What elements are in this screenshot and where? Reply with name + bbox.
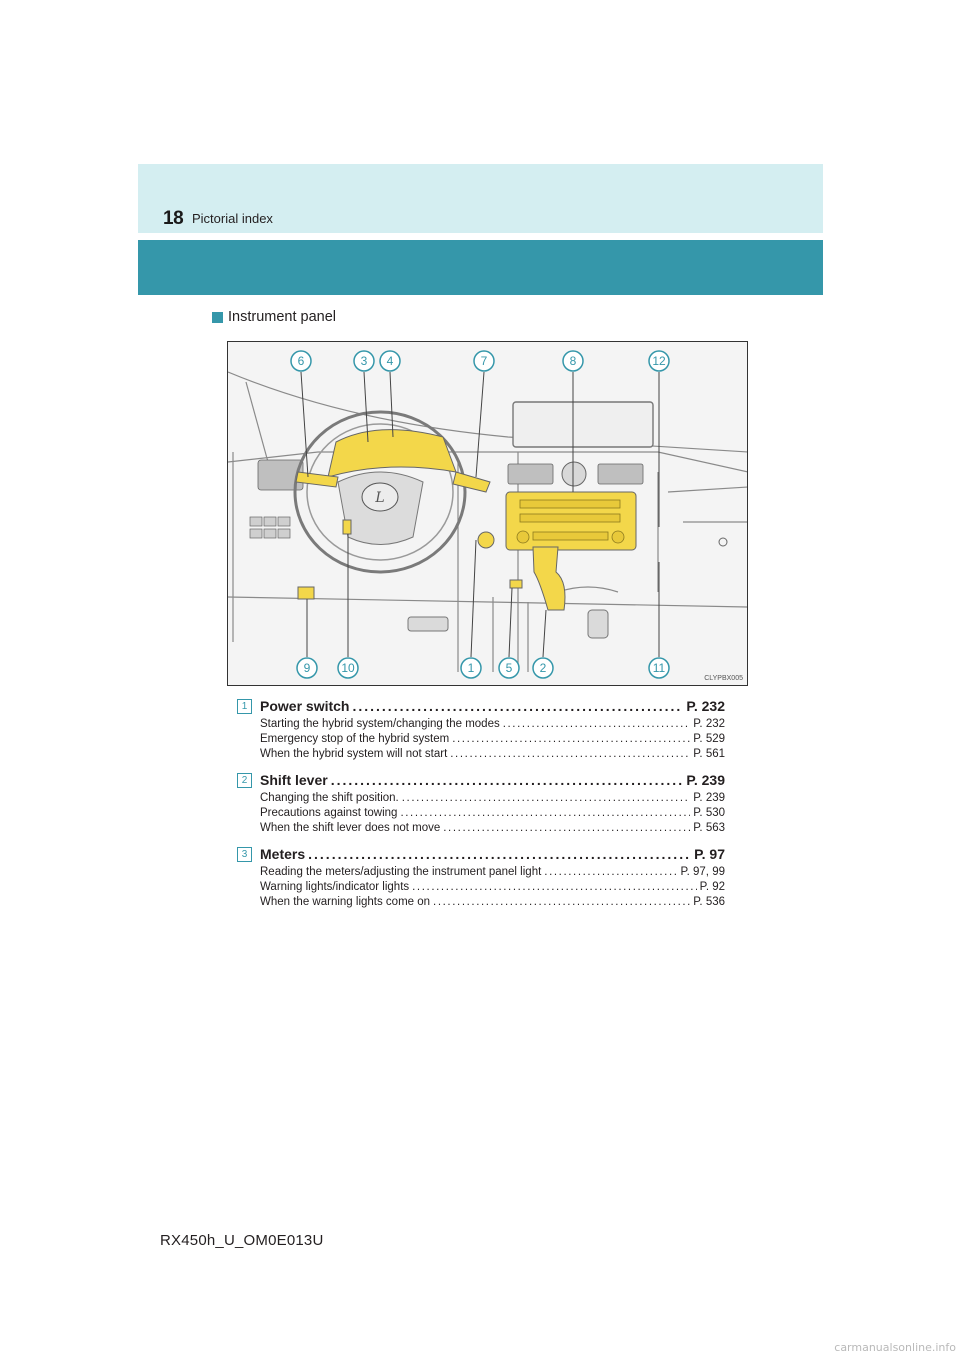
- callout-7: 7: [480, 354, 488, 368]
- entry-title-row[interactable]: [260, 698, 725, 717]
- sub-entry-page: P. 529: [693, 733, 725, 745]
- sub-entry-text: Starting the hybrid system/changing the modes: [260, 718, 500, 730]
- sub-entry-page: P. 97, 99: [680, 866, 725, 878]
- sub-entry-text: When the hybrid system will not start: [260, 748, 448, 760]
- leader-dots: [503, 717, 691, 732]
- sub-entry[interactable]: [260, 732, 725, 747]
- sub-entry[interactable]: [260, 717, 725, 732]
- leader-dots: [308, 846, 691, 862]
- sub-entry-page: P. 239: [693, 792, 725, 804]
- callout-9: 9: [303, 661, 311, 675]
- sub-entry-page: P. 92: [699, 881, 725, 893]
- leader-dots: [452, 732, 690, 747]
- entry-page-ref: P. 239: [686, 772, 725, 788]
- document-code: RX450h_U_OM0E013U: [160, 1232, 324, 1249]
- sub-entry-page: P. 561: [693, 748, 725, 760]
- sub-entry-text: When the shift lever does not move: [260, 822, 441, 834]
- callout-11: 11: [652, 661, 666, 675]
- sub-entry[interactable]: [260, 747, 725, 762]
- leader-dots: [544, 865, 677, 880]
- sub-entry-page: P. 536: [693, 896, 725, 908]
- leader-dots: [400, 806, 690, 821]
- entry-title: Meters: [260, 846, 306, 862]
- entry-title: Power switch: [260, 698, 350, 714]
- leader-dots: [443, 821, 690, 836]
- sub-entry[interactable]: [260, 895, 725, 910]
- sub-entry-text: Reading the meters/adjusting the instrument panel light: [260, 866, 542, 878]
- dashboard-drawing: [228, 342, 748, 686]
- callout-3: 3: [360, 354, 368, 368]
- entry-title: Shift lever: [260, 772, 328, 788]
- entry-number-badge: 3: [237, 847, 252, 862]
- watermark: carmanualsonline.info: [834, 1341, 956, 1354]
- leader-dots: [412, 880, 696, 895]
- index-entry: [237, 698, 725, 762]
- instrument-panel-illustration: [227, 341, 748, 686]
- page-number: 18: [163, 208, 184, 229]
- sub-entry-page: P. 530: [693, 807, 725, 819]
- figure-code: CLYPBX005: [704, 675, 743, 682]
- square-bullet-icon: [212, 312, 223, 323]
- leader-dots: [331, 772, 684, 788]
- leader-dots: [352, 698, 683, 714]
- sub-entry-text: Warning lights/indicator lights: [260, 881, 410, 893]
- sub-entry[interactable]: [260, 880, 725, 895]
- sub-entry[interactable]: [260, 821, 725, 836]
- sub-entry-text: When the warning lights come on: [260, 896, 431, 908]
- entry-page-ref: P. 97: [694, 846, 725, 862]
- callout-10: 10: [341, 661, 355, 675]
- sub-entry-page: P. 232: [693, 718, 725, 730]
- sub-heading-label: Instrument panel: [228, 309, 337, 325]
- sub-heading: [212, 309, 336, 325]
- index-entry: [237, 846, 725, 910]
- sub-entry[interactable]: [260, 865, 725, 880]
- entry-number-badge: 1: [237, 699, 252, 714]
- callout-12: 12: [652, 354, 666, 368]
- callout-5: 5: [505, 661, 513, 675]
- callout-6: 6: [297, 354, 305, 368]
- section-banner: [138, 240, 823, 295]
- sub-entry-text: Changing the shift position.: [260, 792, 399, 804]
- entry-page-ref: P. 232: [686, 698, 725, 714]
- callout-4: 4: [386, 354, 394, 368]
- sub-entry-page: P. 563: [693, 822, 725, 834]
- index-entry: [237, 772, 725, 836]
- svg-text:L: L: [375, 490, 385, 506]
- sub-entry-text: Precautions against towing: [260, 807, 398, 819]
- section-title: Pictorial index: [192, 211, 273, 226]
- callout-8: 8: [569, 354, 577, 368]
- sub-entry[interactable]: [260, 791, 725, 806]
- entry-title-row[interactable]: [260, 846, 725, 865]
- entry-number-badge: 2: [237, 773, 252, 788]
- sub-entry-text: Emergency stop of the hybrid system: [260, 733, 450, 745]
- callout-2: 2: [539, 661, 547, 675]
- entry-title-row[interactable]: [260, 772, 725, 791]
- callout-1: 1: [467, 661, 475, 675]
- leader-dots: [433, 895, 690, 910]
- index-entries: [237, 698, 725, 920]
- sub-entry[interactable]: [260, 806, 725, 821]
- leader-dots: [450, 747, 690, 762]
- leader-dots: [402, 791, 691, 806]
